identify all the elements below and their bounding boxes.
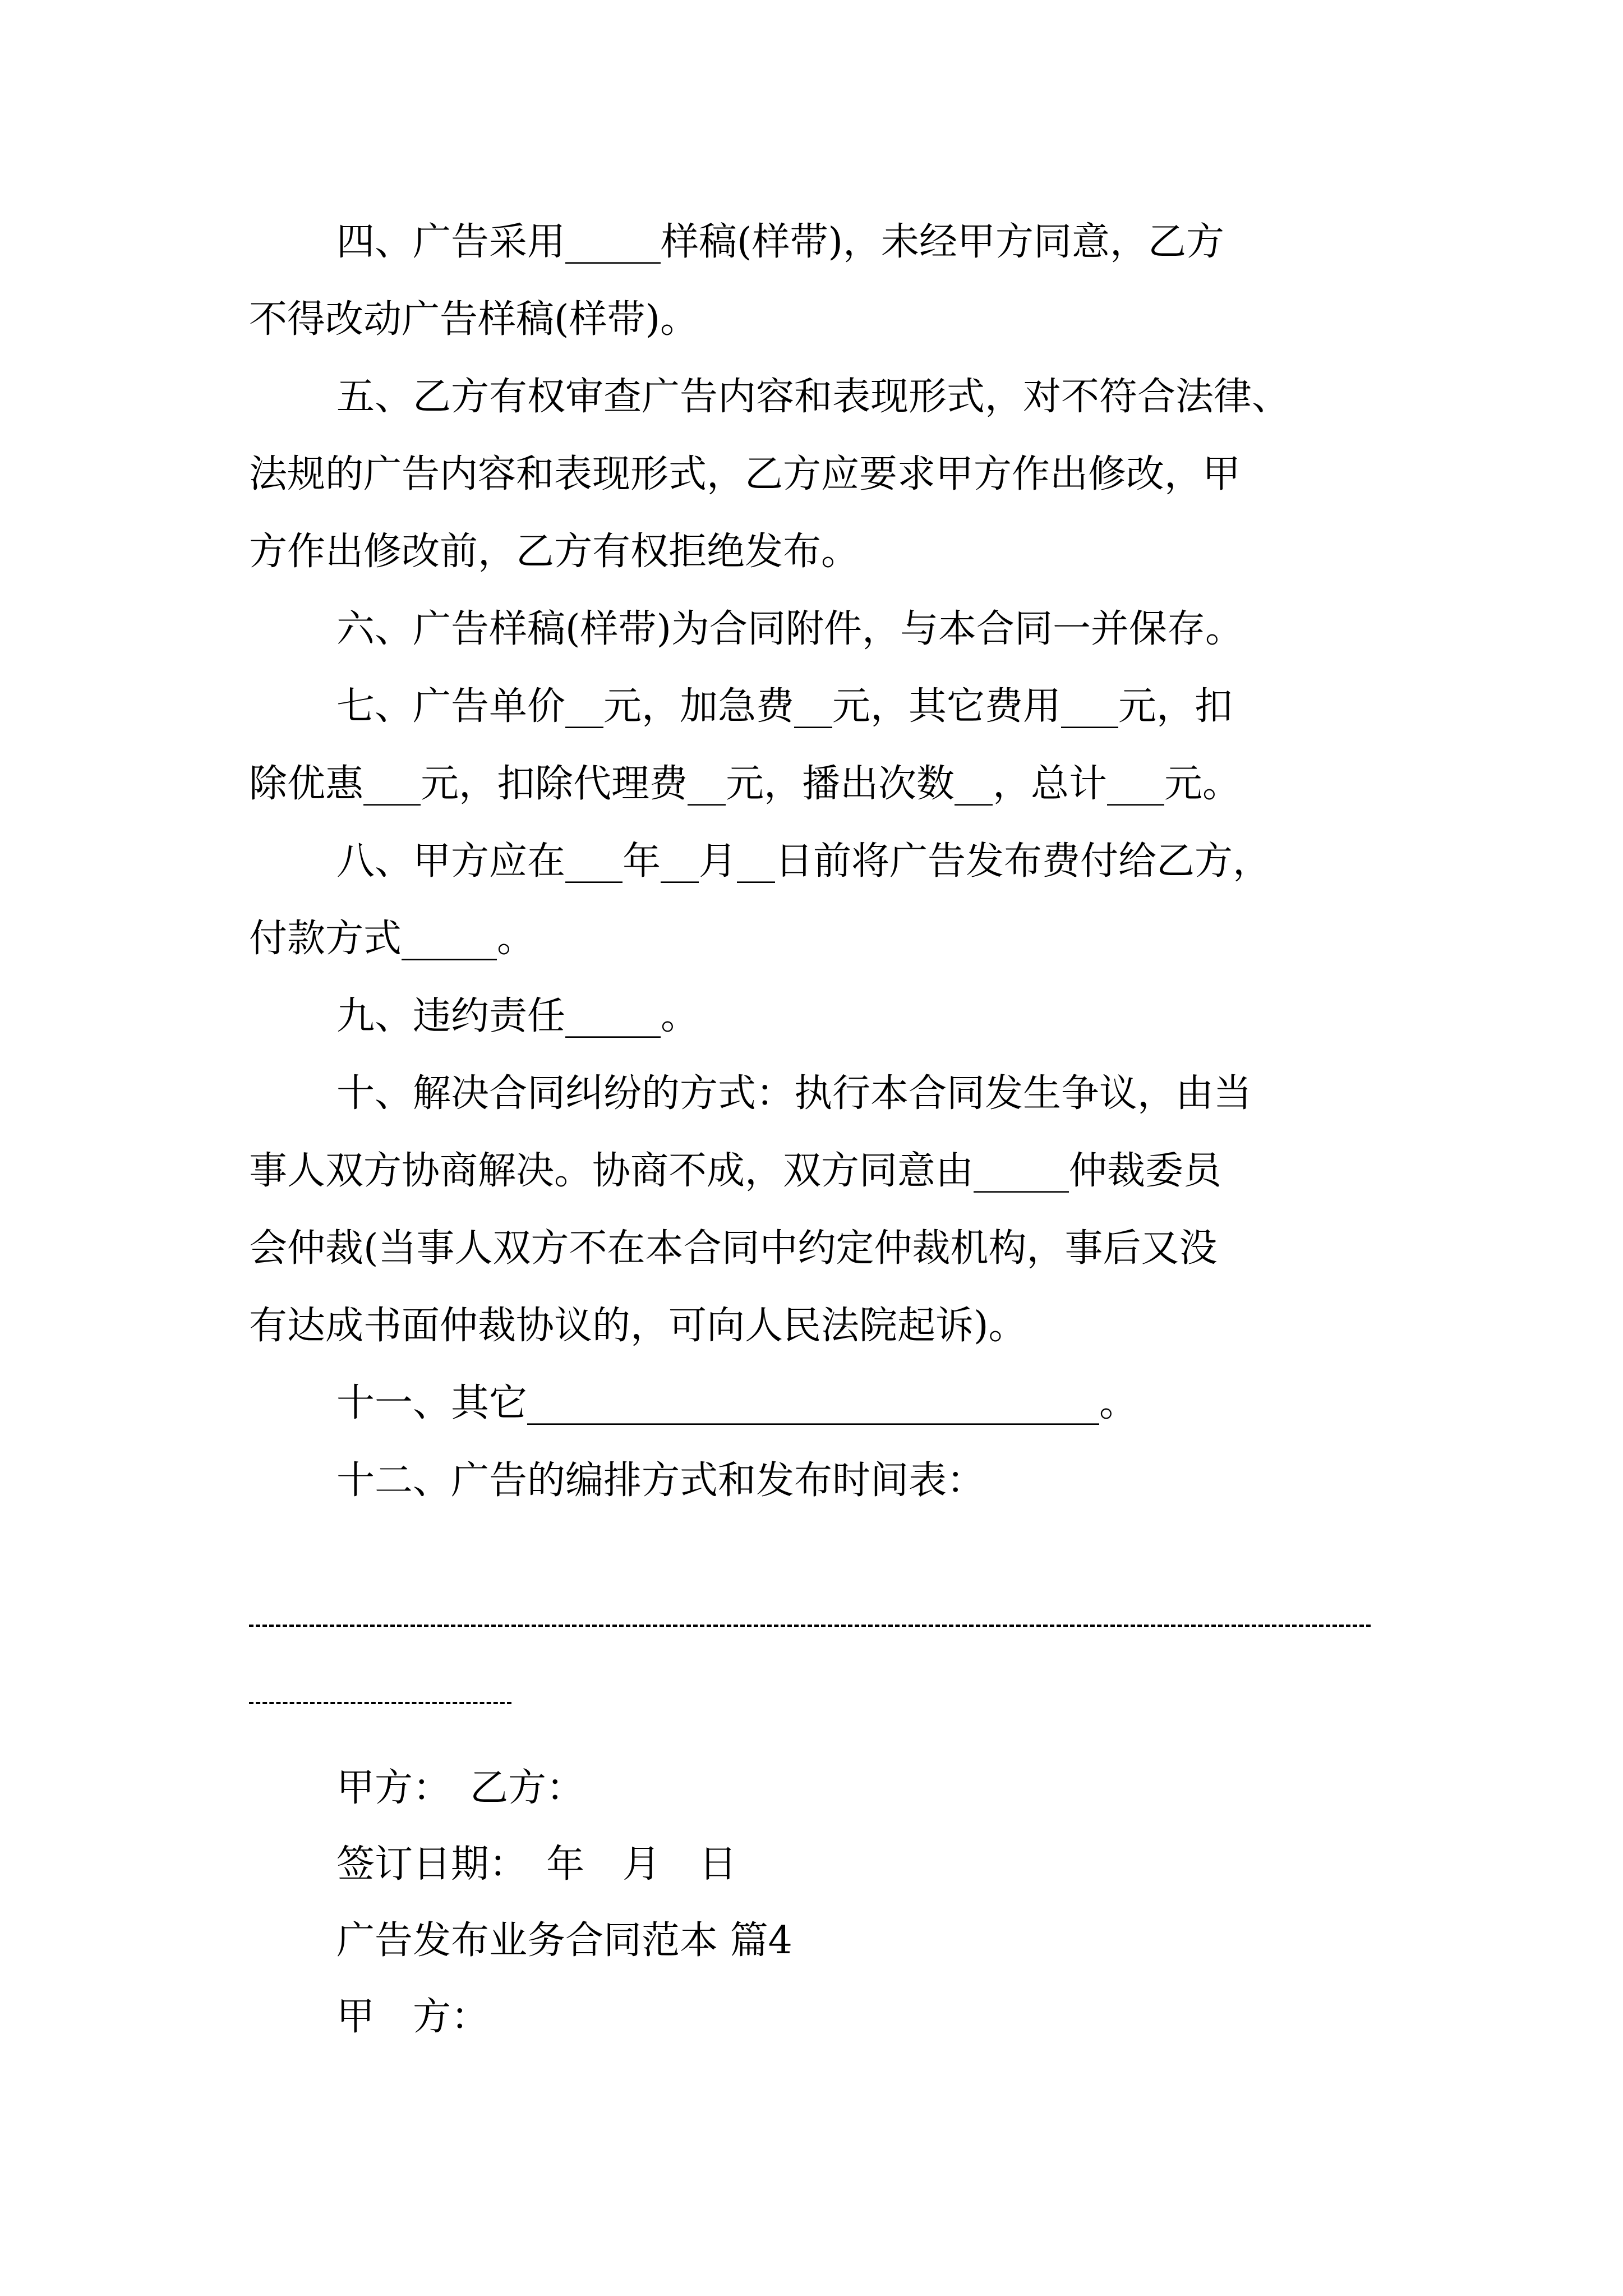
- clause-10-line-1: 十、解决合同纠纷的方式：执行本合同发生争议，由当: [336, 1071, 1252, 1116]
- section-title: 广告发布业务合同范本 篇4: [336, 1918, 792, 1963]
- clause-12-line-1: 十二、广告的编排方式和发布时间表：: [336, 1458, 985, 1503]
- schedule-blank-line-1: [249, 1625, 1371, 1627]
- clause-7-line-1: 七、广告单价__元，加急费__元，其它费用___元，扣: [336, 684, 1233, 729]
- clause-10-line-4: 有达成书面仲裁协议的，可向人民法院起诉)。: [249, 1304, 1027, 1348]
- party-a-label: 甲 方：: [336, 1995, 490, 2039]
- clause-9-line-1: 九、违约责任_____。: [336, 994, 699, 1038]
- clause-8-line-1: 八、甲方应在___年__月__日前将广告发布费付给乙方，: [336, 839, 1271, 884]
- clause-6-line-1: 六、广告样稿(样带)为合同附件，与本合同一并保存。: [336, 607, 1244, 651]
- clause-5-line-2: 法规的广告内容和表现形式，乙方应要求甲方作出修改，甲: [249, 452, 1241, 496]
- clause-11-line-1: 十一、其它______________________________。: [336, 1381, 1138, 1425]
- clause-5-line-1: 五、乙方有权审查广告内容和表现形式，对不符合法律、: [336, 375, 1290, 419]
- clause-10-line-3: 会仲裁(当事人双方不在本合同中约定仲裁机构，事后又没: [249, 1226, 1218, 1271]
- clause-10-line-2: 事人双方协商解决。协商不成，双方同意由_____仲裁委员: [249, 1149, 1222, 1193]
- clause-4-line-1: 四、广告采用_____样稿(样带)，未经甲方同意，乙方: [336, 220, 1225, 264]
- signature-date: 签订日期： 年 月 日: [336, 1842, 737, 1887]
- signature-parties: 甲方： 乙方：: [336, 1766, 585, 1810]
- clause-7-line-2: 除优惠___元，扣除代理费__元，播出次数__，总计___元。: [249, 762, 1241, 806]
- clause-8-line-2: 付款方式_____。: [249, 917, 536, 961]
- schedule-blank-line-2: [249, 1702, 511, 1704]
- clause-4-line-2: 不得改动广告样稿(样带)。: [249, 297, 699, 342]
- clause-5-line-3: 方作出修改前，乙方有权拒绝发布。: [249, 530, 860, 574]
